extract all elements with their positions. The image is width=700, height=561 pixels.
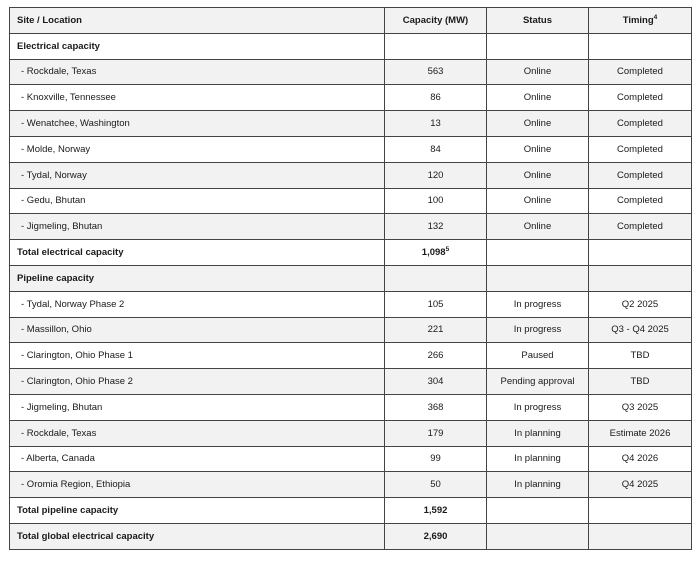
table-row — [10, 317, 692, 343]
status-cell: Online — [487, 85, 589, 111]
timing-cell: Completed — [589, 188, 692, 214]
capacity-cell: 100 — [385, 188, 487, 214]
capacity-cell: 84 — [385, 136, 487, 162]
table-row — [10, 343, 692, 369]
capacity-cell: 50 — [385, 472, 487, 498]
total-label: Total pipeline capacity — [10, 498, 385, 524]
site-cell: - Alberta, Canada — [10, 446, 385, 472]
timing-cell: Q4 2025 — [589, 472, 692, 498]
capacity-cell: 221 — [385, 317, 487, 343]
table-row — [10, 420, 692, 446]
table-row — [10, 85, 692, 111]
table-row — [10, 111, 692, 137]
capacity-cell: 105 — [385, 291, 487, 317]
timing-cell: Q2 2025 — [589, 291, 692, 317]
capacity-cell: 304 — [385, 369, 487, 395]
header-site: Site / Location — [10, 8, 385, 34]
site-cell: - Wenatchee, Washington — [10, 111, 385, 137]
footnote-marker: 5 — [445, 246, 450, 254]
status-cell: In progress — [487, 394, 589, 420]
table-row — [10, 162, 692, 188]
section-row-electrical — [10, 33, 692, 59]
section-label: Electrical capacity — [10, 33, 385, 59]
site-cell: - Tydal, Norway — [10, 162, 385, 188]
total-row-pipeline — [10, 498, 692, 524]
header-timing-label: Timing — [622, 14, 654, 26]
status-cell: Online — [487, 188, 589, 214]
capacity-table-container — [9, 7, 691, 550]
total-capacity-value: 2,690 — [385, 523, 487, 549]
status-cell: Online — [487, 162, 589, 188]
status-cell: In progress — [487, 317, 589, 343]
site-cell: - Massillon, Ohio — [10, 317, 385, 343]
table-row — [10, 369, 692, 395]
timing-cell: Completed — [589, 59, 692, 85]
timing-cell: Completed — [589, 162, 692, 188]
table-row — [10, 188, 692, 214]
timing-cell: Completed — [589, 85, 692, 111]
capacity-table — [9, 7, 692, 550]
status-cell: Pending approval — [487, 369, 589, 395]
section-row-pipeline — [10, 265, 692, 291]
site-cell: - Gedu, Bhutan — [10, 188, 385, 214]
total-label: Total electrical capacity — [10, 240, 385, 266]
site-cell: - Molde, Norway — [10, 136, 385, 162]
total-capacity-value: 1,098 — [421, 247, 446, 259]
table-row — [10, 446, 692, 472]
timing-cell: Q3 2025 — [589, 394, 692, 420]
total-row-global — [10, 523, 692, 549]
site-cell: - Clarington, Ohio Phase 2 — [10, 369, 385, 395]
header-row — [10, 8, 692, 34]
site-cell: - Jigmeling, Bhutan — [10, 394, 385, 420]
status-cell: In progress — [487, 291, 589, 317]
table-row — [10, 291, 692, 317]
status-cell: In planning — [487, 472, 589, 498]
capacity-cell: 120 — [385, 162, 487, 188]
table-row — [10, 214, 692, 240]
capacity-cell: 86 — [385, 85, 487, 111]
timing-cell: TBD — [589, 343, 692, 369]
site-cell: - Rockdale, Texas — [10, 420, 385, 446]
capacity-cell: 99 — [385, 446, 487, 472]
timing-cell: Q4 2026 — [589, 446, 692, 472]
table-row — [10, 472, 692, 498]
status-cell: In planning — [487, 446, 589, 472]
table-row — [10, 136, 692, 162]
timing-cell: Completed — [589, 136, 692, 162]
timing-cell: Estimate 2026 — [589, 420, 692, 446]
status-cell: Online — [487, 136, 589, 162]
status-cell: Online — [487, 214, 589, 240]
site-cell: - Rockdale, Texas — [10, 59, 385, 85]
capacity-cell: 13 — [385, 111, 487, 137]
timing-cell: Completed — [589, 214, 692, 240]
total-capacity-value: 1,592 — [385, 498, 487, 524]
site-cell: - Tydal, Norway Phase 2 — [10, 291, 385, 317]
capacity-cell: 563 — [385, 59, 487, 85]
capacity-cell: 132 — [385, 214, 487, 240]
section-label: Pipeline capacity — [10, 265, 385, 291]
site-cell: - Jigmeling, Bhutan — [10, 214, 385, 240]
header-capacity: Capacity (MW) — [385, 8, 487, 34]
total-row-electrical — [10, 240, 692, 266]
header-status: Status — [487, 8, 589, 34]
capacity-cell: 266 — [385, 343, 487, 369]
status-cell: Online — [487, 111, 589, 137]
table-row — [10, 394, 692, 420]
capacity-cell: 179 — [385, 420, 487, 446]
header-timing — [589, 8, 692, 34]
total-label: Total global electrical capacity — [10, 523, 385, 549]
status-cell: Online — [487, 59, 589, 85]
timing-cell: TBD — [589, 369, 692, 395]
status-cell: Paused — [487, 343, 589, 369]
site-cell: - Clarington, Ohio Phase 1 — [10, 343, 385, 369]
footnote-marker: 4 — [653, 13, 658, 21]
timing-cell: Completed — [589, 111, 692, 137]
table-row — [10, 59, 692, 85]
capacity-cell: 368 — [385, 394, 487, 420]
site-cell: - Oromia Region, Ethiopia — [10, 472, 385, 498]
total-capacity-cell — [385, 240, 487, 266]
status-cell: In planning — [487, 420, 589, 446]
timing-cell: Q3 - Q4 2025 — [589, 317, 692, 343]
site-cell: - Knoxville, Tennessee — [10, 85, 385, 111]
